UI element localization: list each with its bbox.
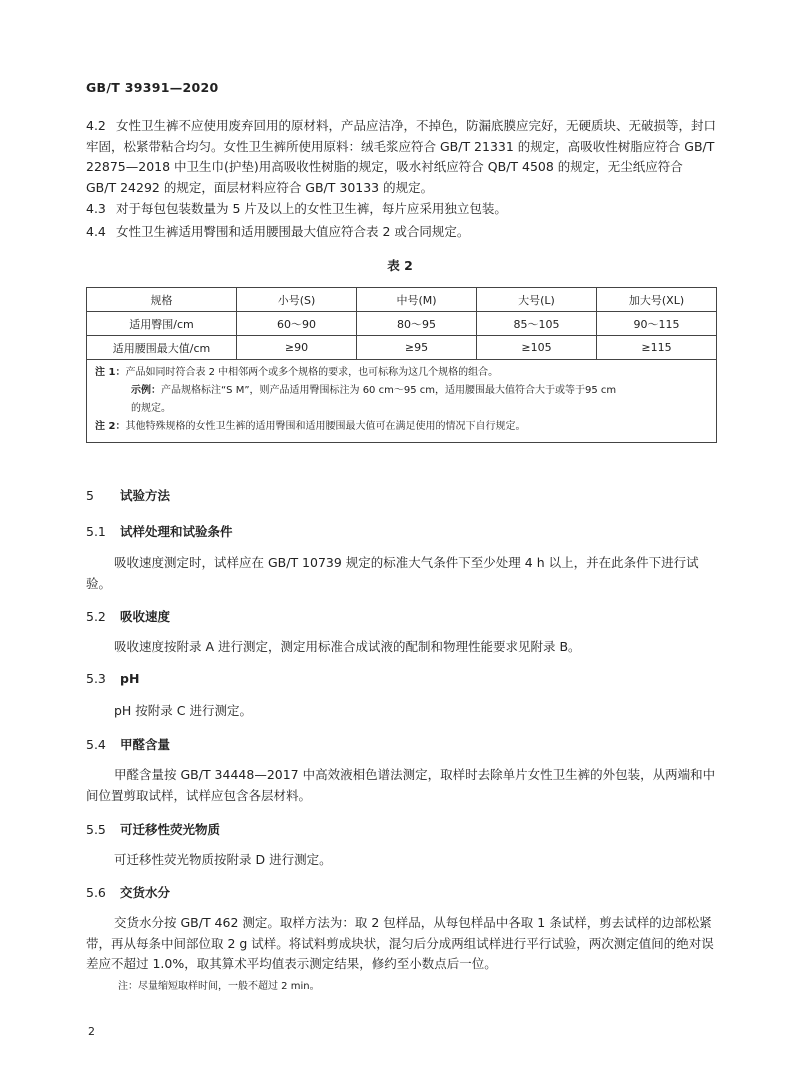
section-5-heading: 5 试验方法 — [86, 488, 171, 503]
clause-4-2: 4.2 女性卫生裤不应使用废弃回用的原材料，产品应洁净，不掉色，防漏底膜应完好，无硬质块、无破损等，封口牢固，松紧带粘合均匀。女性卫生裤所使用原料：绒毛浆应符合 GB/T 21331 的规定，高吸收性树脂应符合 GB/T 22875—2018 中卫生巾(护垫)用高吸收性树脂的规定，吸水衬纸应符合 QB/T 4508 的规定，无尘纸应符合 GB/T 24292 的规定，面层材料应符合 GB/T 30133 的规定。 — [86, 118, 717, 195]
section-5-6-heading: 5.6 交货水分 — [86, 885, 171, 900]
section-5-2-text: 吸收速度按附录 A 进行测定，测定用标准合成试液的配制和物理性能要求见附录 B。 — [114, 639, 581, 654]
section-5-1-heading: 5.1 试样处理和试验条件 — [86, 524, 233, 539]
table-cell: ≥115 — [597, 336, 717, 360]
note-1: 注 1：产品如同时符合表 2 中相邻两个或多个规格的要求，也可标称为这几个规格的组合。 — [95, 367, 499, 378]
page-number: 2 — [88, 1025, 95, 1038]
table-cell: 80～95 — [357, 312, 477, 336]
table-cell: 85～105 — [477, 312, 597, 336]
section-5-5-heading: 5.5 可迁移性荧光物质 — [86, 822, 221, 837]
size-table — [86, 287, 717, 443]
table-header-cell: 规格 — [87, 288, 237, 312]
table-header-row — [87, 288, 717, 312]
table-header-cell: 中号(M) — [357, 288, 477, 312]
section-5-4-text: 甲醛含量按 GB/T 34448—2017 中高效液相色谱法测定，取样时去除单片女性卫生裤的外包装，从两端和中间位置剪取试样，试样应包含各层材料。 — [86, 767, 716, 803]
table-caption: 表 2 — [387, 258, 413, 273]
example-continuation: 的规定。 — [131, 403, 171, 414]
table-cell: ≥95 — [357, 336, 477, 360]
table-cell: ≥105 — [477, 336, 597, 360]
table-cell: 适用腰围最大值/cm — [87, 336, 237, 360]
table-notes — [87, 360, 717, 443]
section-5-3-text: pH 按附录 C 进行测定。 — [114, 703, 252, 718]
table-header-cell: 加大号(XL) — [597, 288, 717, 312]
clause-4-3: 4.3 对于每包包装数量为 5 片及以上的女性卫生裤，每片应采用独立包装。 — [86, 201, 507, 216]
clause-4-4: 4.4 女性卫生裤适用臀围和适用腰围最大值应符合表 2 或合同规定。 — [86, 224, 470, 239]
section-5-5-text: 可迁移性荧光物质按附录 D 进行测定。 — [114, 852, 332, 867]
table-header-cell: 大号(L) — [477, 288, 597, 312]
table-cell: ≥90 — [237, 336, 357, 360]
table-row — [87, 312, 717, 336]
table-cell: 60～90 — [237, 312, 357, 336]
note-5-6: 注：尽量缩短取样时间，一般不超过 2 min。 — [118, 981, 320, 992]
section-5-3-heading: 5.3 pH — [86, 671, 140, 686]
table-cell: 90～115 — [597, 312, 717, 336]
table-notes-row — [87, 360, 717, 443]
section-5-4-heading: 5.4 甲醛含量 — [86, 737, 171, 752]
section-5-1-text: 吸收速度测定时，试样应在 GB/T 10739 规定的标准大气条件下至少处理 4 h 以上，并在此条件下进行试验。 — [86, 555, 699, 591]
section-5-6-text: 交货水分按 GB/T 462 测定。取样方法为：取 2 包样品，从每包样品中各取 1 条试样，剪去试样的边部松紧带，再从每条中间部位取 2 g 试样。将试料剪成块状，混匀后分成两组试样进行平行试验，两次测定值间的绝对误差应不超过 1.0%，取其算术平均值表示测定结果，修约至小数点后一位。 — [86, 915, 714, 971]
standard-number: GB/T 39391—2020 — [86, 80, 219, 95]
table-header-cell: 小号(S) — [237, 288, 357, 312]
section-5-2-heading: 5.2 吸收速度 — [86, 609, 171, 624]
table-cell: 适用臀围/cm — [87, 312, 237, 336]
example: 示例：产品规格标注“S M”，则产品适用臀围标注为 60 cm～95 cm，适用腰围最大值符合大于或等于95 cm — [131, 385, 617, 396]
note-2: 注 2：其他特殊规格的女性卫生裤的适用臀围和适用腰围最大值可在满足使用的情况下自行规定。 — [95, 421, 526, 432]
table-row — [87, 336, 717, 360]
